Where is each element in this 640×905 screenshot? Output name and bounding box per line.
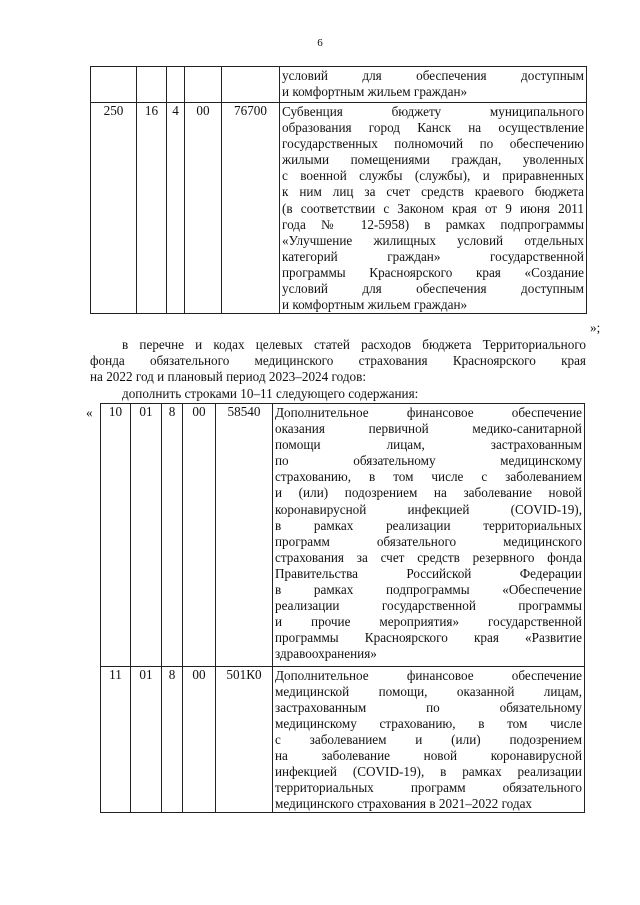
description-line: на заболевание новой коронавирусной [275,747,582,763]
description-line: года № 12-5958) в рамках подпрограммы [282,216,584,232]
paragraph-line: фонда обязательного медицинского страхования Красноярского края [90,353,586,369]
description-line: Субвенция бюджету муниципального [282,104,584,119]
description-line: медицинскому страхованию, в том числе [275,715,582,731]
description-line: и прочие мероприятия» государственной [275,614,582,630]
paragraph-line: в перечне и кодах целевых статей расходов бюджета Территориального [122,337,586,352]
description-line: коронавирусной инфекцией (COVID-19), [275,501,582,517]
code-cell: 250 [91,103,137,314]
description-line: и комфортным жильем граждан» [282,297,468,313]
description-line: застрахованным по обязательному [275,699,582,715]
code-cell: 58540 [216,404,273,667]
description-line: с заболеванием и (или) подозрением [275,731,582,747]
code-cell: 01 [131,404,162,667]
description-line: Правительства Российской Федерации [275,565,582,581]
description-line: Дополнительное финансовое обеспечение [275,405,582,420]
description-line: страхования за счет средств резервного фонда [275,549,582,565]
budget-table-top [90,66,587,314]
row-description [273,404,585,667]
description-line: условий для обеспечения доступным [282,281,584,297]
description-line: категорий граждан» государственной [282,248,584,264]
code-cell: 501К0 [216,666,273,813]
table-row-continuation [91,67,587,103]
description-line: территориальных программ обязательного [275,780,582,796]
row-description [273,666,585,813]
code-cell: 4 [167,103,185,314]
description-line: реализации государственной программы [275,598,582,614]
description-line: медицинской помощи, оказанной лицам, [275,683,582,699]
table-cell [185,67,222,103]
description-line: оказания первичной медико-санитарной [275,421,582,437]
description-line: с военной службы (службы), и приравненных [282,168,584,184]
table-row [101,404,585,667]
code-cell: 8 [162,666,183,813]
code-cell: 8 [162,404,183,667]
opening-quote-mark: « [86,405,93,420]
row-description [280,103,587,314]
code-cell: 16 [137,103,167,314]
description-line: «Улучшение жилищных условий отдельных [282,232,584,248]
description-line: инфекцией (COVID-19), в рамках реализации [275,764,582,780]
budget-table-bottom [100,403,585,813]
description-line: Дополнительное финансовое обеспечение [275,667,582,683]
description-line: страхованию, в том числе с заболеванием [275,469,582,485]
description-line: условий для обеспечения доступным [282,68,584,83]
description-line: здравоохранения» [275,646,377,662]
description-line: и (или) подозрением на заболевание новой [275,485,582,501]
description-line: и комфортным жильем граждан» [282,84,468,100]
description-line: в рамках подпрограммы «Обеспечение [275,582,582,598]
description-line: государственных полномочий по обеспечению [282,136,584,152]
description-line: программ обязательного медицинского [275,533,582,549]
description-line: в рамках реализации территориальных [275,517,582,533]
table-row [91,103,587,314]
description-line: медицинского страхования в 2021–2022 годах [275,796,533,812]
description-line: программы Красноярского края «Создание [282,264,584,280]
table-cell [222,67,280,103]
table-cell [167,67,185,103]
code-cell: 10 [101,404,131,667]
code-cell: 00 [183,404,216,667]
paragraph-line: на 2022 год и плановый период 2023–2024 годов: [90,369,367,385]
description-line: (в соответствии с Законом края от 9 июня 2011 [282,200,584,216]
description-line: помощи лицам, застрахованным [275,437,582,453]
row-description [280,67,587,103]
closing-quote-mark: »; [590,320,601,335]
code-cell: 00 [183,666,216,813]
table-cell [91,67,137,103]
amendment-paragraph [90,337,586,402]
code-cell: 76700 [222,103,280,314]
description-line: по обязательному медицинскому [275,453,582,469]
page-number: 6 [317,37,323,49]
description-line: жилыми помещениями граждан, уволенных [282,152,584,168]
code-cell: 01 [131,666,162,813]
table-row [101,666,585,813]
description-line: к ним лиц за счет средств краевого бюджета [282,184,584,200]
code-cell: 11 [101,666,131,813]
code-cell: 00 [185,103,222,314]
description-line: программы Красноярского края «Развитие [275,630,582,646]
paragraph-line: дополнить строками 10–11 следующего содержания: [122,385,419,401]
description-line: образования город Канск на осуществление [282,120,584,136]
table-cell [137,67,167,103]
